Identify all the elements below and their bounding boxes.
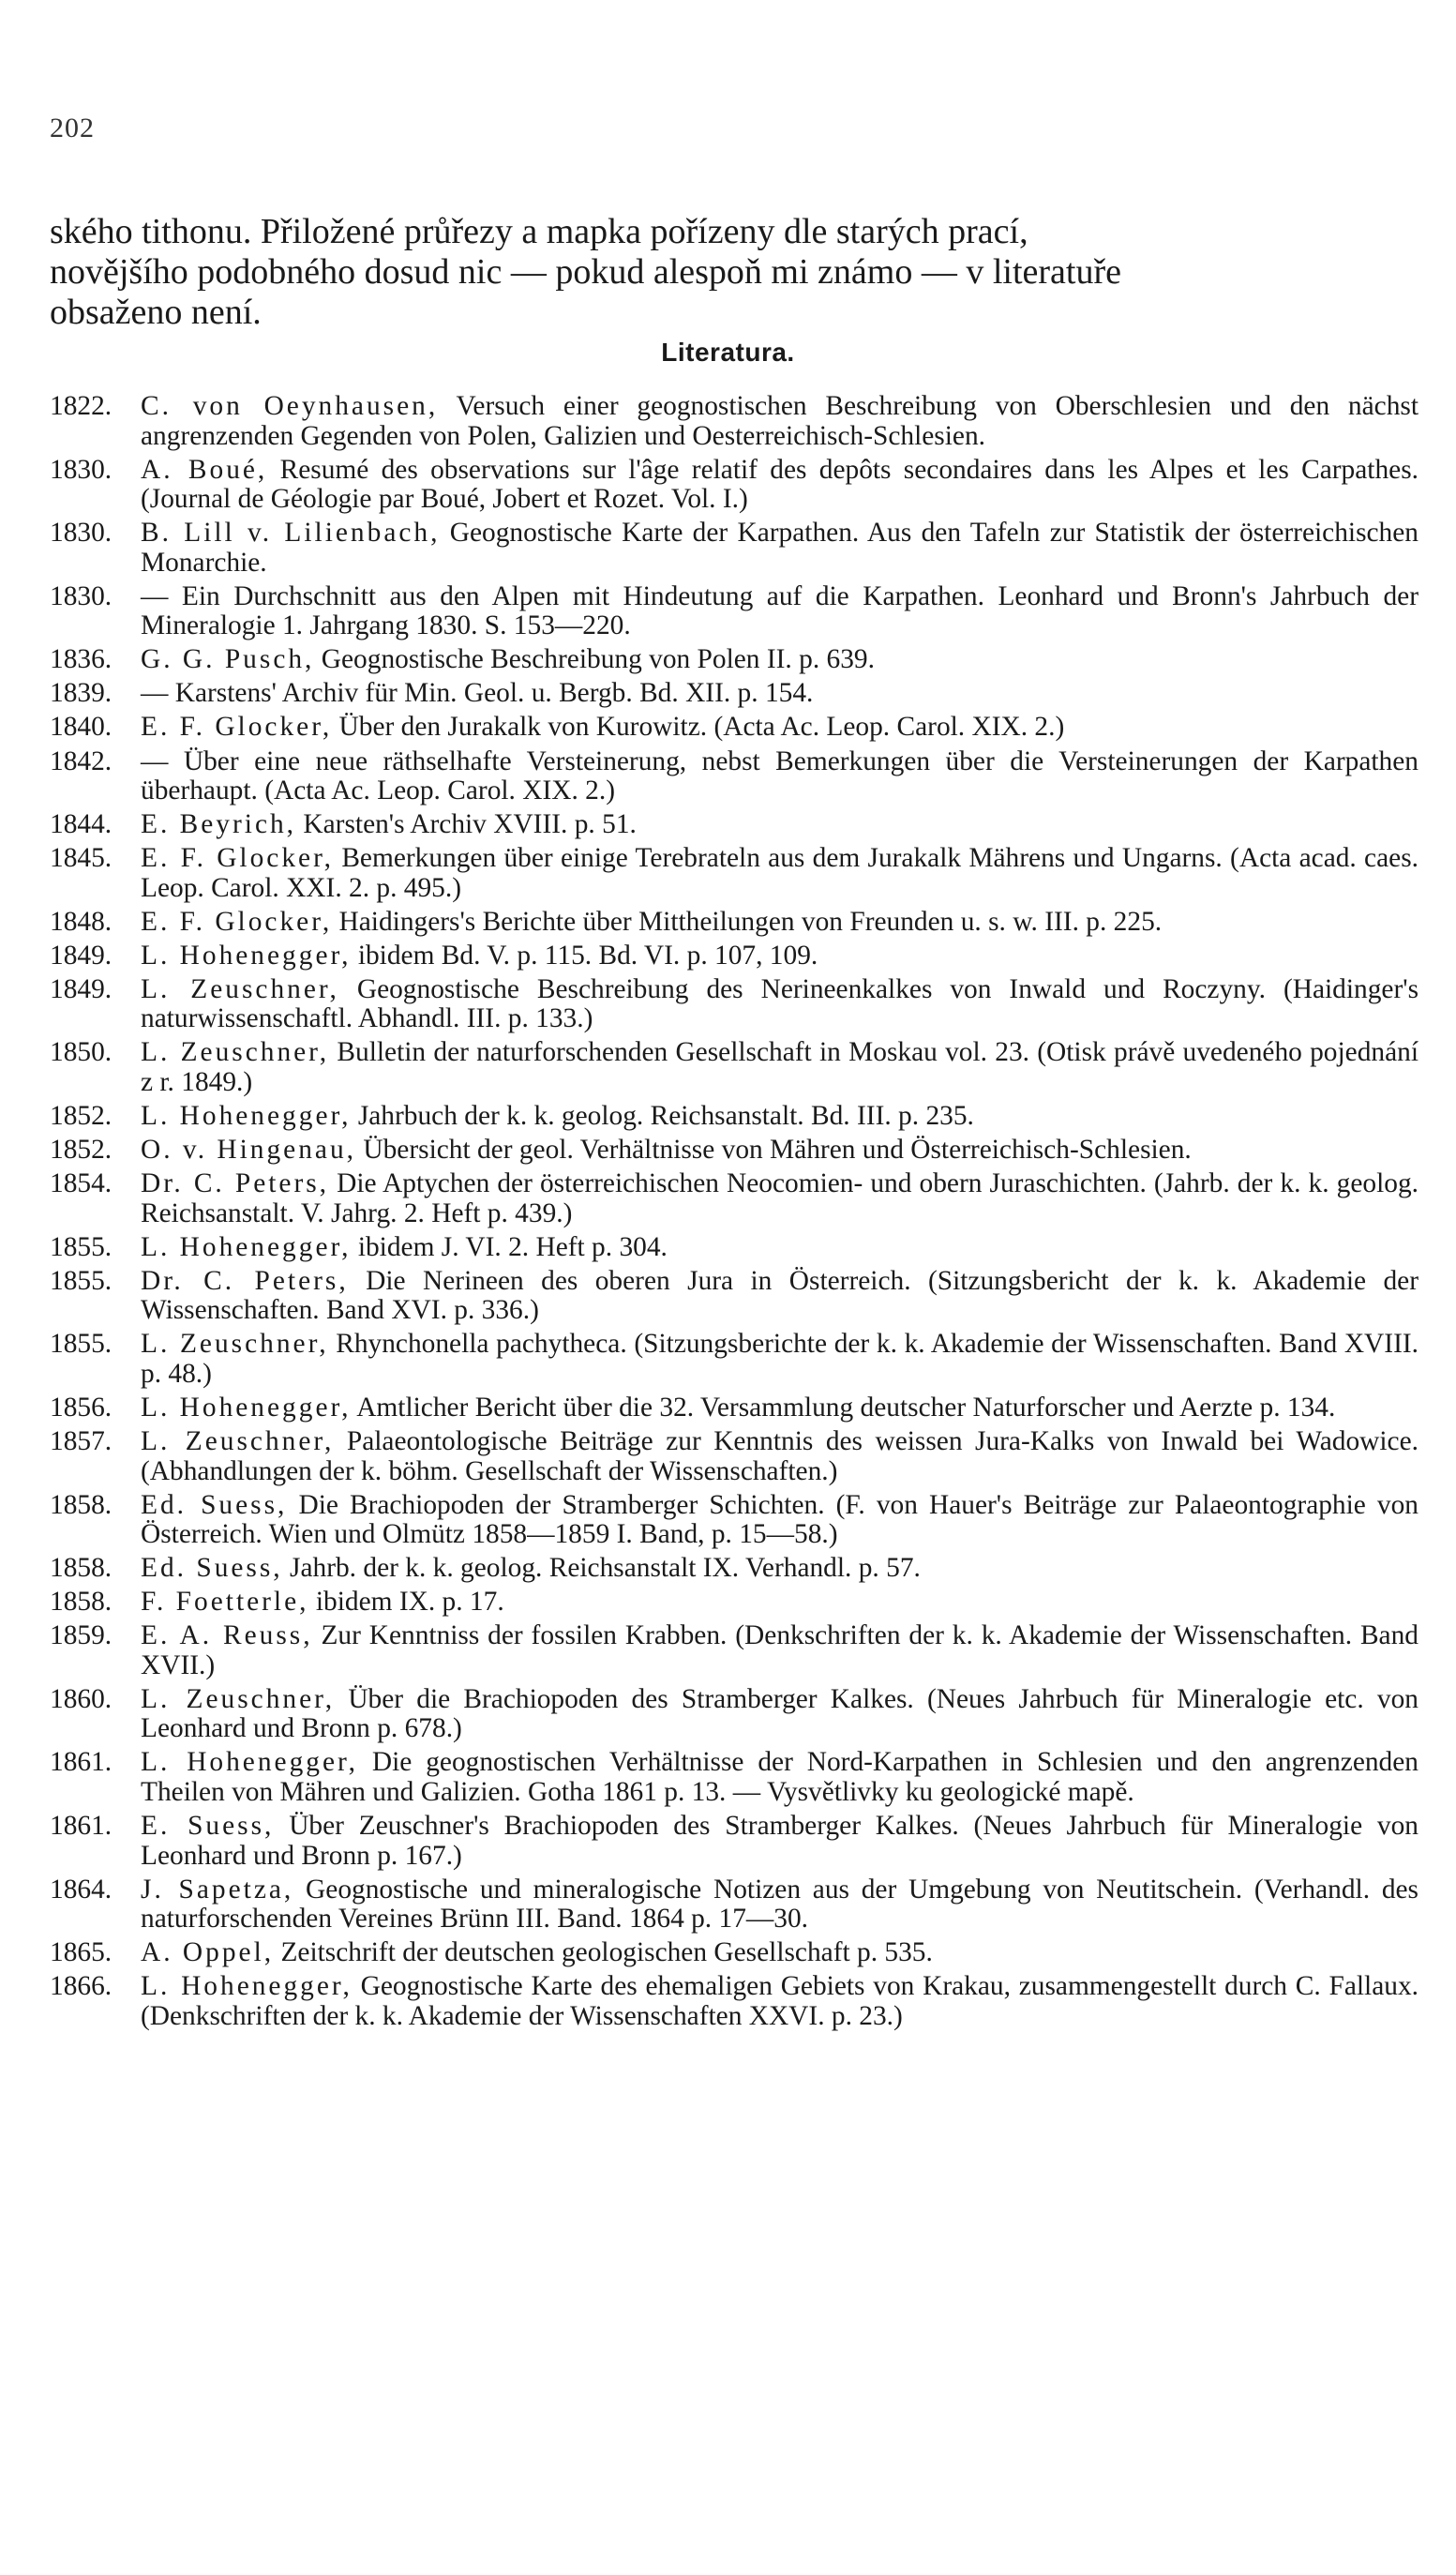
reference-year: 1854. xyxy=(50,1168,113,1199)
reference-text: Zur Kenntniss der fossilen Krabben. (Denkschriften der k. k. Akademie der Wissenschaften. Band XVII.) xyxy=(141,1620,1418,1680)
reference-year: 1840. xyxy=(50,712,113,743)
reference-entry xyxy=(50,941,1418,971)
reference-entry xyxy=(50,1136,1418,1166)
reference-year: 1866. xyxy=(50,1971,113,2002)
reference-body xyxy=(141,582,1418,641)
reference-year: 1855. xyxy=(50,1265,113,1296)
reference-body xyxy=(141,941,1418,971)
reference-text: Geognostische Karte des ehemaligen Gebiets von Krakau, zusammengestellt durch C. Fallaux. (Denkschriften der k. k. Akademie der Wissenschaften XXVI. p. 23.) xyxy=(141,1971,1418,2031)
reference-text: Bemerkungen über einige Terebrateln aus dem Jurakalk Mährens und Ungarns. (Acta acad. caes. Leop. Carol. XXI. 2. p. 495.) xyxy=(141,843,1418,903)
reference-body xyxy=(141,1685,1418,1744)
reference-year: 1855. xyxy=(50,1329,113,1360)
reference-entry xyxy=(50,844,1418,903)
reference-year: 1856. xyxy=(50,1392,113,1423)
reference-year: 1858. xyxy=(50,1489,113,1520)
reference-entry xyxy=(50,392,1418,451)
reference-body xyxy=(141,1621,1418,1680)
reference-text: Geognostische Beschreibung des Nerineenkalkes von Inwald und Roczyny. (Haidinger's naturwissenschaftl. Abhandl. III. p. 133.) xyxy=(141,973,1419,1034)
page-number: 202 xyxy=(50,113,95,143)
reference-entry xyxy=(50,1038,1418,1097)
intro-line: ského tithonu. Přiložené průřezy a mapka pořízeny dle starých prací, xyxy=(50,212,1028,251)
reference-text: Karsten's Archiv XVIII. p. 51. xyxy=(303,809,637,840)
reference-author: L. Hohenegger, xyxy=(141,1971,353,2002)
reference-body xyxy=(141,679,1418,709)
reference-text: Die Aptychen der österreichischen Neocomien- und obern Juraschichten. (Jahrb. der k. k. geolog. Reichsanstalt. V. Jahrg. 2. Heft p. 439.) xyxy=(141,1168,1418,1228)
reference-author: E. Suess, xyxy=(141,1811,275,1842)
reference-author: Dr. C. Peters, xyxy=(141,1168,330,1199)
reference-year: 1830. xyxy=(50,518,113,549)
reference-author: J. Sapetza, xyxy=(141,1874,294,1905)
reference-entry xyxy=(50,975,1418,1034)
reference-year: 1849. xyxy=(50,973,113,1004)
reference-year: 1865. xyxy=(50,1937,113,1968)
reference-text: ibidem IX. p. 17. xyxy=(315,1587,504,1618)
reference-body xyxy=(141,1588,1418,1618)
reference-author: Ed. Suess, xyxy=(141,1553,283,1584)
reference-body xyxy=(141,1812,1418,1871)
reference-entry xyxy=(50,1812,1418,1871)
reference-list xyxy=(50,392,1418,2036)
reference-body xyxy=(141,456,1418,515)
reference-text: Resumé des observations sur l'âge relatif des depôts secondaires dans les Alpes et les Carpathes. (Journal de Géologie par Boué, Jobert et Rozet. Vol. I.) xyxy=(141,454,1418,515)
reference-entry xyxy=(50,1685,1418,1744)
section-heading: Literatura. xyxy=(661,338,795,367)
reference-author: F. Foetterle, xyxy=(141,1587,309,1618)
reference-text: Jahrb. der k. k. geolog. Reichsanstalt IX. Verhandl. p. 57. xyxy=(290,1553,921,1584)
reference-body xyxy=(141,1875,1418,1935)
reference-text: Jahrbuch der k. k. geolog. Reichsanstalt. Bd. III. p. 235. xyxy=(357,1101,974,1132)
reference-text: Amtlicher Bericht über die 32. Versammlung deutscher Naturforscher und Aerzte p. 134. xyxy=(356,1392,1336,1423)
reference-entry xyxy=(50,1330,1418,1389)
reference-author: Dr. C. Peters, xyxy=(141,1265,349,1296)
reference-body xyxy=(141,519,1418,578)
reference-author: E. F. Glocker, xyxy=(141,906,333,937)
reference-entry xyxy=(50,1875,1418,1935)
reference-year: 1858. xyxy=(50,1553,113,1584)
reference-year: 1857. xyxy=(50,1426,113,1456)
reference-body xyxy=(141,1330,1418,1389)
reference-year: 1822. xyxy=(50,391,113,421)
reference-entry xyxy=(50,1169,1418,1228)
reference-body xyxy=(141,1393,1418,1423)
reference-text: Die Nerineen des oberen Jura in Österreich. (Sitzungsbericht der k. k. Akademie der Wissenschaften. Band XVI. p. 336.) xyxy=(141,1265,1419,1326)
reference-author: G. G. Pusch, xyxy=(141,644,315,675)
reference-author: A. Oppel, xyxy=(141,1937,275,1968)
reference-text: — Karstens' Archiv für Min. Geol. u. Bergb. Bd. XII. p. 154. xyxy=(141,678,814,709)
reference-year: 1830. xyxy=(50,454,113,485)
reference-body xyxy=(141,1136,1418,1166)
reference-entry xyxy=(50,679,1418,709)
reference-body xyxy=(141,1554,1418,1584)
reference-text: Zeitschrift der deutschen geologischen Gesellschaft p. 535. xyxy=(280,1937,933,1968)
reference-body xyxy=(141,713,1418,743)
intro-paragraph xyxy=(50,212,1418,333)
reference-text: Geognostische Karte der Karpathen. Aus den Tafeln zur Statistik der österreichischen Monarchie. xyxy=(141,518,1418,578)
reference-year: 1859. xyxy=(50,1620,113,1651)
reference-text: Palaeontologische Beiträge zur Kenntnis des weissen Jura-Kalks von Inwald bei Wadowice. (Abhandlungen der k. böhm. Gesellschaft der Wissenschaften.) xyxy=(141,1426,1418,1486)
reference-text: Übersicht der geol. Verhältnisse von Mähren und Österreichisch-Schlesien. xyxy=(363,1135,1192,1166)
reference-text: Haidingers's Berichte über Mittheilungen von Freunden u. s. w. III. p. 225. xyxy=(338,906,1163,937)
reference-text: Versuch einer geognostischen Beschreibung von Oberschlesien und den nächst angrenzenden Gegenden von Polen, Galizien und Oesterreichisch-Schlesien. xyxy=(141,391,1418,451)
reference-author: L. Zeuschner, xyxy=(141,1329,329,1360)
reference-author: L. Zeuschner, xyxy=(141,1426,335,1456)
reference-entry xyxy=(50,1621,1418,1680)
intro-line: obsaženo není. xyxy=(50,293,262,332)
reference-year: 1848. xyxy=(50,906,113,937)
reference-year: 1852. xyxy=(50,1135,113,1166)
reference-body xyxy=(141,1938,1418,1968)
reference-year: 1861. xyxy=(50,1747,113,1778)
reference-author: Ed. Suess, xyxy=(141,1489,288,1520)
reference-author: L. Zeuschner, xyxy=(141,1683,336,1714)
reference-text: — Über eine neue räthselhafte Versteinerung, nebst Bemerkungen über die Versteinerungen der Karpathen überhaupt. (Acta Ac. Leop. Carol. XIX. 2.) xyxy=(141,745,1418,806)
reference-author: O. v. Hingenau, xyxy=(141,1135,357,1166)
reference-body xyxy=(141,1102,1418,1132)
reference-year: 1842. xyxy=(50,745,113,776)
reference-body xyxy=(141,645,1418,675)
reference-body xyxy=(141,1169,1418,1228)
reference-entry xyxy=(50,1427,1418,1486)
reference-text: Über den Jurakalk von Kurowitz. (Acta Ac. Leop. Carol. XIX. 2.) xyxy=(338,712,1065,743)
reference-entry xyxy=(50,1554,1418,1584)
reference-entry xyxy=(50,810,1418,840)
reference-entry xyxy=(50,456,1418,515)
reference-body xyxy=(141,844,1418,903)
reference-author: L. Hohenegger, xyxy=(141,1747,358,1778)
reference-text: Rhynchonella pachytheca. (Sitzungsberichte der k. k. Akademie der Wissenschaften. Band XVIII. p. 48.) xyxy=(141,1329,1418,1389)
reference-author: A. Boué, xyxy=(141,454,268,485)
reference-entry xyxy=(50,747,1418,806)
reference-entry xyxy=(50,1393,1418,1423)
reference-entry xyxy=(50,1938,1418,1968)
reference-year: 1849. xyxy=(50,940,113,971)
reference-text: Über die Brachiopoden des Stramberger Kalkes. (Neues Jahrbuch für Mineralogie etc. von Leonhard und Bronn p. 678.) xyxy=(141,1683,1418,1744)
reference-author: B. Lill v. Lilienbach, xyxy=(141,518,441,549)
reference-body xyxy=(141,1748,1418,1807)
reference-body xyxy=(141,975,1418,1034)
reference-entry xyxy=(50,1748,1418,1807)
reference-body xyxy=(141,1427,1418,1486)
reference-author: E. Beyrich, xyxy=(141,809,297,840)
reference-entry xyxy=(50,1102,1418,1132)
reference-author: L. Hohenegger, xyxy=(141,1101,352,1132)
reference-entry xyxy=(50,1972,1418,2031)
reference-year: 1861. xyxy=(50,1811,113,1842)
reference-author: L. Hohenegger, xyxy=(141,940,352,971)
reference-author: C. von Oeynhausen, xyxy=(141,391,439,421)
reference-year: 1830. xyxy=(50,580,113,611)
reference-year: 1844. xyxy=(50,809,113,840)
reference-text: Geognostische Beschreibung von Polen II. p. 639. xyxy=(321,644,875,675)
reference-year: 1850. xyxy=(50,1037,113,1068)
reference-body xyxy=(141,908,1418,938)
reference-author: L. Zeuschner, xyxy=(141,1037,330,1068)
reference-text: — Ein Durchschnitt aus den Alpen mit Hindeutung auf die Karpathen. Leonhard und Bronn's Jahrbuch der Mineralogie 1. Jahrgang 1830. S. 153—220. xyxy=(141,580,1418,641)
reference-text: Die Brachiopoden der Stramberger Schichten. (F. von Hauer's Beiträge zur Palaeontographie von Österreich. Wien und Olmütz 1858—1859 I. Band, p. 15—58.) xyxy=(141,1489,1419,1550)
reference-entry xyxy=(50,519,1418,578)
reference-year: 1855. xyxy=(50,1231,113,1262)
reference-year: 1852. xyxy=(50,1101,113,1132)
reference-entry xyxy=(50,1588,1418,1618)
reference-body xyxy=(141,1491,1418,1550)
intro-line: novějšího podobného dosud nic — pokud alespoň mi známo — v literatuře xyxy=(50,252,1121,292)
reference-author: L. Hohenegger, xyxy=(141,1231,352,1262)
reference-text: ibidem Bd. V. p. 115. Bd. VI. p. 107, 109. xyxy=(357,940,818,971)
reference-year: 1858. xyxy=(50,1587,113,1618)
reference-year: 1860. xyxy=(50,1683,113,1714)
reference-body xyxy=(141,1038,1418,1097)
reference-body xyxy=(141,1233,1418,1263)
reference-entry xyxy=(50,1267,1418,1326)
reference-year: 1864. xyxy=(50,1874,113,1905)
reference-body xyxy=(141,1972,1418,2031)
reference-entry xyxy=(50,645,1418,675)
reference-author: E. A. Reuss, xyxy=(141,1620,313,1651)
reference-entry xyxy=(50,908,1418,938)
reference-entry xyxy=(50,713,1418,743)
reference-author: E. F. Glocker, xyxy=(141,843,335,874)
reference-body xyxy=(141,392,1418,451)
reference-author: L. Hohenegger, xyxy=(141,1392,352,1423)
reference-year: 1836. xyxy=(50,644,113,675)
reference-author: L. Zeuschner, xyxy=(141,973,339,1004)
reference-body xyxy=(141,747,1418,806)
reference-entry xyxy=(50,1491,1418,1550)
reference-entry xyxy=(50,1233,1418,1263)
reference-text: Bulletin der naturforschenden Gesellschaft in Moskau vol. 23. (Otisk právě uvedeného pojednání z r. 1849.) xyxy=(141,1037,1419,1097)
reference-author: E. F. Glocker, xyxy=(141,712,333,743)
reference-text: ibidem J. VI. 2. Heft p. 304. xyxy=(357,1231,668,1262)
reference-year: 1845. xyxy=(50,843,113,874)
reference-year: 1839. xyxy=(50,678,113,709)
reference-text: Die geognostischen Verhältnisse der Nord-Karpathen in Schlesien und den angrenzenden Theilen von Mähren und Galizien. Gotha 1861 p. 13. — Vysvětlivky ku geologické mapě. xyxy=(141,1747,1418,1808)
reference-entry xyxy=(50,582,1418,641)
reference-text: Über Zeuschner's Brachiopoden des Stramberger Kalkes. (Neues Jahrbuch für Mineralogie von Leonhard und Bronn p. 167.) xyxy=(141,1811,1418,1871)
reference-text: Geognostische und mineralogische Notizen aus der Umgebung von Neutitschein. (Verhandl. des naturforschenden Vereines Brünn III. Band. 1864 p. 17—30. xyxy=(141,1874,1418,1935)
reference-body xyxy=(141,1267,1418,1326)
reference-body xyxy=(141,810,1418,840)
